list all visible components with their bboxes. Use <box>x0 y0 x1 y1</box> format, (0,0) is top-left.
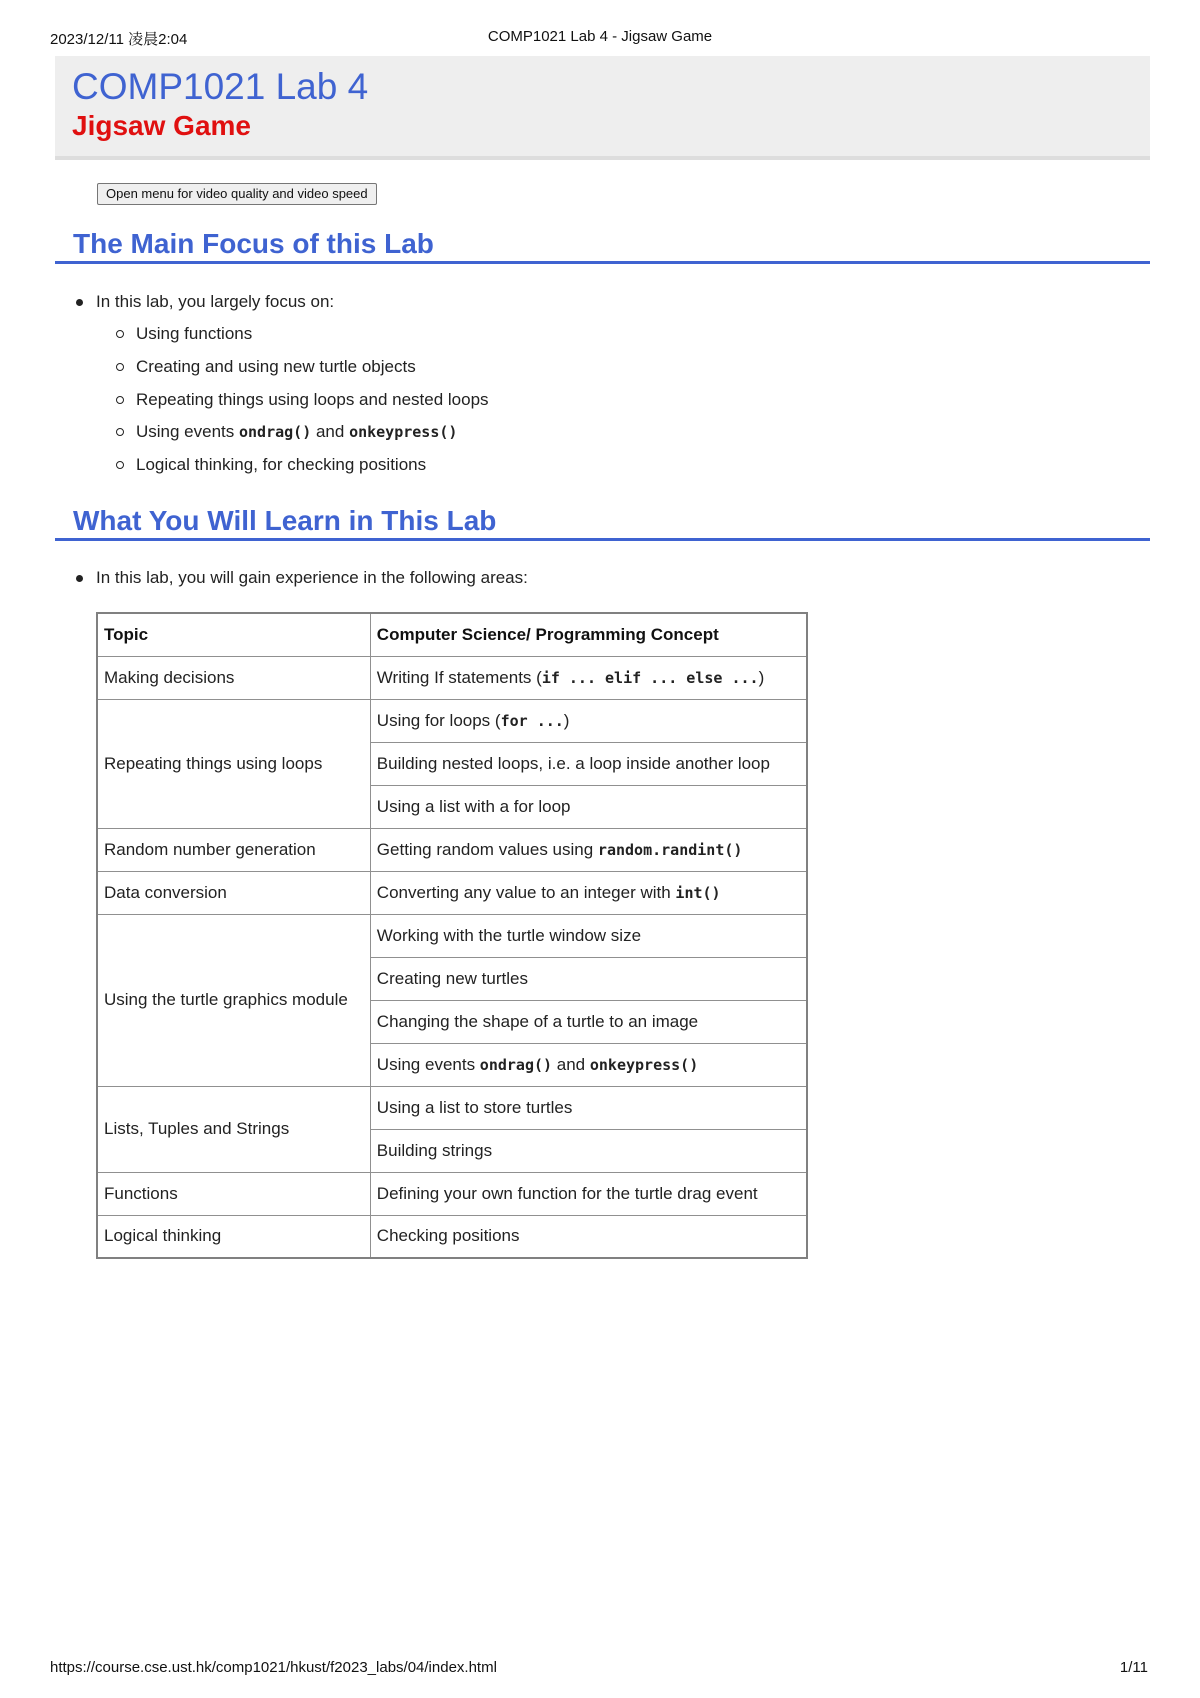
section-heading-text: The Main Focus of this Lab <box>73 228 434 259</box>
inline-code: if ... elif ... else ... <box>541 668 759 687</box>
section-heading-what-you-will-learn <box>55 505 1150 541</box>
inline-code: random.randint() <box>597 840 743 859</box>
concept-cell: Creating new turtles <box>370 957 807 1000</box>
print-datetime: 2023/12/11 凌晨2:04 <box>50 31 188 48</box>
page-title: COMP1021 Lab 4 <box>72 66 369 107</box>
topic-cell: Data conversion <box>97 871 370 914</box>
bullet-circle-icon <box>116 396 124 404</box>
bullet-circle-icon <box>116 330 124 338</box>
bullet-circle-icon <box>116 363 124 371</box>
list-item-text: Repeating things using loops and nested loops <box>136 390 489 409</box>
bullet-dot-icon <box>76 575 83 582</box>
table-row <box>97 1086 807 1129</box>
topic-cell: Functions <box>97 1172 370 1215</box>
list-item <box>96 568 528 588</box>
page-subtitle: Jigsaw Game <box>72 110 251 141</box>
concept-cell: Using events ondrag() and onkeypress() <box>370 1043 807 1086</box>
table-row <box>97 1215 807 1258</box>
print-url: https://course.cse.ust.hk/comp1021/hkust/f2023_labs/04/index.html <box>50 1659 497 1676</box>
concept-cell: Defining your own function for the turtle drag event <box>370 1172 807 1215</box>
concept-cell: Changing the shape of a turtle to an image <box>370 1000 807 1043</box>
column-header-topic: Topic <box>97 613 370 656</box>
print-doc-title: COMP1021 Lab 4 - Jigsaw Game <box>487 28 713 45</box>
inline-code: onkeypress() <box>589 1055 699 1074</box>
bullet-dot-icon <box>76 299 83 306</box>
inline-code: ondrag() <box>479 1055 553 1074</box>
concept-cell: Using a list with a for loop <box>370 785 807 828</box>
list-item <box>136 390 489 410</box>
list-item-text: Using functions <box>136 324 253 343</box>
topic-cell: Making decisions <box>97 656 370 699</box>
topic-cell: Random number generation <box>97 828 370 871</box>
concept-cell: Converting any value to an integer with int() <box>370 871 807 914</box>
print-footer <box>0 1659 1200 1681</box>
table-row <box>97 828 807 871</box>
concept-cell: Getting random values using random.randint() <box>370 828 807 871</box>
table-header-row <box>97 613 807 656</box>
list-item-text: Creating and using new turtle objects <box>136 357 416 376</box>
bullet-circle-icon <box>116 461 124 469</box>
list-item-text: and <box>311 422 350 441</box>
table-row <box>97 871 807 914</box>
video-menu-button[interactable]: Open menu for video quality and video speed <box>97 183 377 205</box>
column-header-concept: Computer Science/ Programming Concept <box>370 613 807 656</box>
bullet-circle-icon <box>116 428 124 436</box>
print-header <box>0 28 1200 50</box>
list-item-text: In this lab, you will gain experience in the following areas: <box>96 568 528 587</box>
concept-cell: Working with the turtle window size <box>370 914 807 957</box>
inline-code: onkeypress() <box>349 423 458 441</box>
print-page-number: 1/11 <box>1119 1659 1148 1676</box>
concept-cell: Building strings <box>370 1129 807 1172</box>
inline-code: int() <box>675 883 721 902</box>
topic-cell: Logical thinking <box>97 1215 370 1258</box>
concepts-table <box>96 612 808 1259</box>
table-row <box>97 914 807 957</box>
concept-cell: Using for loops (for ...) <box>370 699 807 742</box>
topic-cell: Using the turtle graphics module <box>97 914 370 1086</box>
table-row <box>97 699 807 742</box>
list-item-text: In this lab, you largely focus on: <box>96 292 335 311</box>
table-row <box>97 1172 807 1215</box>
concept-cell: Using a list to store turtles <box>370 1086 807 1129</box>
list-item <box>136 324 252 344</box>
title-box <box>55 56 1150 160</box>
section-heading-main-focus <box>55 228 1150 264</box>
table-row <box>97 656 807 699</box>
list-item-text: Using events <box>136 422 239 441</box>
section-heading-text: What You Will Learn in This Lab <box>73 505 497 536</box>
list-item <box>136 455 426 475</box>
concept-cell: Checking positions <box>370 1215 807 1258</box>
list-item <box>136 357 416 377</box>
list-item-text: Logical thinking, for checking positions <box>136 455 427 474</box>
topic-cell: Repeating things using loops <box>97 699 370 828</box>
inline-code: ondrag() <box>239 423 312 441</box>
inline-code: for ... <box>500 711 564 730</box>
topic-cell: Lists, Tuples and Strings <box>97 1086 370 1172</box>
concept-cell: Writing If statements (if ... elif ... else ...) <box>370 656 807 699</box>
list-item <box>96 292 334 312</box>
list-item <box>136 422 457 442</box>
concept-cell: Building nested loops, i.e. a loop inside another loop <box>370 742 807 785</box>
